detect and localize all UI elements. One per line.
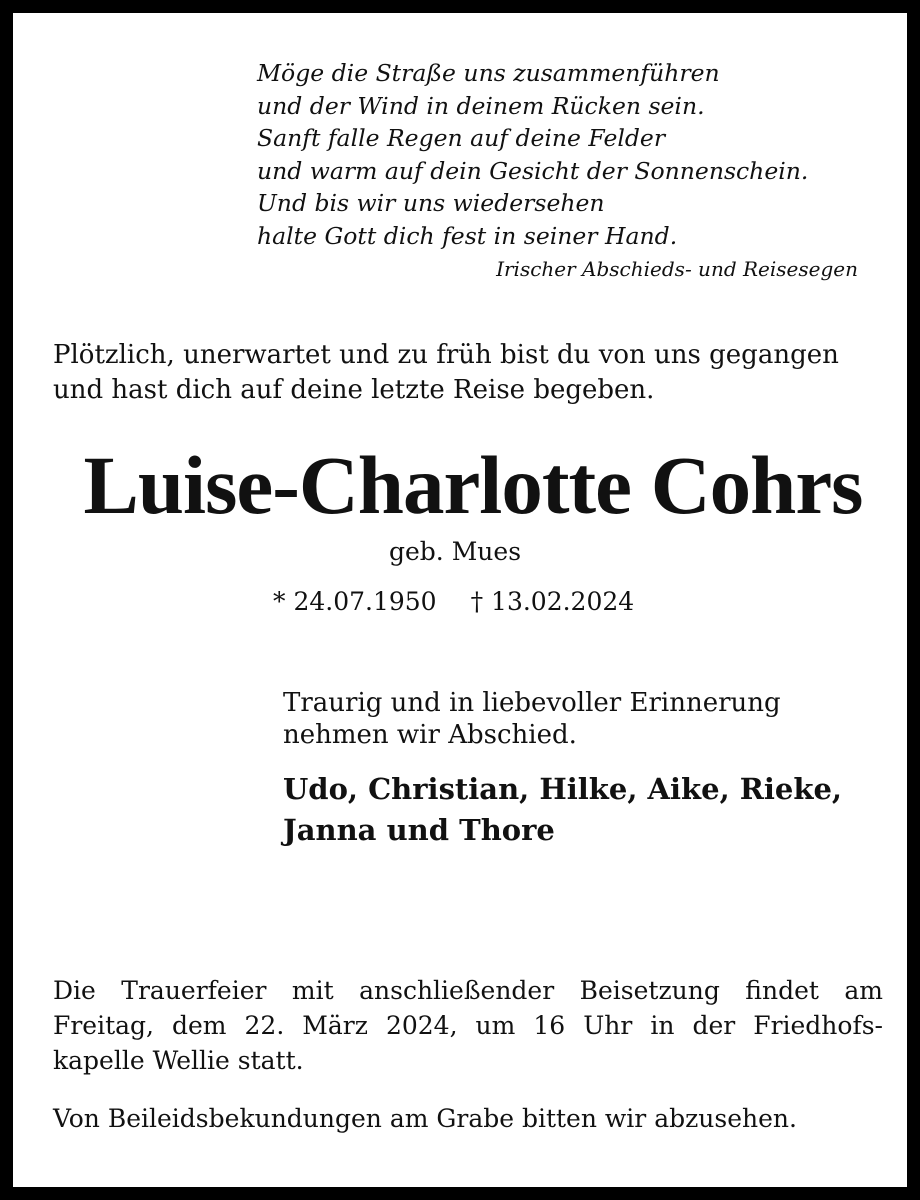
funeral-info bbox=[53, 973, 883, 1078]
mourning-line: Traurig und in liebevoller Erinnerung bbox=[283, 688, 781, 718]
funeral-line: kapelle Wellie statt. bbox=[53, 1046, 304, 1075]
birth-date: * 24.07.1950 bbox=[273, 587, 437, 616]
family-line: Udo, Christian, Hilke, Aike, Rieke, bbox=[283, 772, 843, 806]
family-names bbox=[283, 769, 893, 851]
mourning-line: nehmen wir Abschied. bbox=[283, 720, 577, 750]
poem-source: Irischer Abschieds- und Reisesegen bbox=[496, 257, 858, 281]
funeral-line: Die Trauerfeier mit anschließender Beisetzung findet am bbox=[53, 976, 883, 1005]
condolence-note: Von Beileidsbekundungen am Grabe bitten wir abzusehen. bbox=[53, 1104, 797, 1133]
mourning-text bbox=[283, 687, 893, 751]
intro-line: Plötzlich, unerwartet und zu früh bist du von uns gegangen bbox=[53, 340, 839, 370]
poem-line: und warm auf dein Gesicht der Sonnenschein. bbox=[257, 156, 809, 185]
poem-line: Und bis wir uns wiedersehen bbox=[257, 189, 605, 217]
family-line: Janna und Thore bbox=[283, 813, 555, 847]
birth-name: geb. Mues bbox=[389, 537, 522, 566]
funeral-line: Freitag, dem 22. März 2024, um 16 Uhr in der Friedhofs- bbox=[53, 1011, 883, 1040]
poem-line: und der Wind in deinem Rücken sein. bbox=[257, 91, 705, 120]
death-date: † 13.02.2024 bbox=[470, 587, 635, 616]
life-dates bbox=[273, 585, 634, 619]
deceased-name: Luise-Charlotte Cohrs bbox=[83, 439, 863, 531]
poem-line: Möge die Straße uns zusammenführen bbox=[257, 59, 720, 87]
poem-line: Sanft falle Regen auf deine Felder bbox=[257, 124, 666, 152]
intro-line: und hast dich auf deine letzte Reise begeben. bbox=[53, 375, 655, 405]
poem-block bbox=[257, 57, 882, 284]
intro-text bbox=[53, 338, 893, 408]
poem-line: halte Gott dich fest in seiner Hand. bbox=[257, 221, 678, 250]
